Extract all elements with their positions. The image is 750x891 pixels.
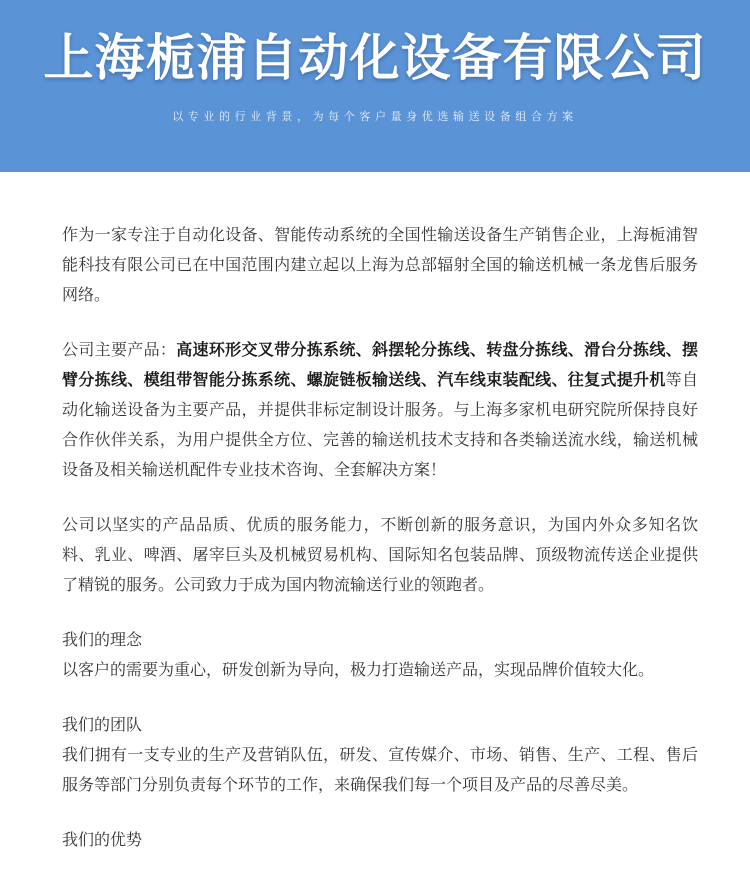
advantage-title: 我们的优势 [62,830,143,849]
header-banner [0,0,750,172]
products-suffix: 等自动化输送设备为主要产品，并提供非标定制设计服务。与上海多家机电研究院所保持良好合作伙伴关系，为用户提供全方位、完善的输送机技术支持和各类输送流水线，输送机械设备及相关输送机配件专业技术咨询、全套解决方案！ [62,370,698,479]
philosophy-title: 我们的理念 [62,630,143,649]
company-title: 上海栀浦自动化设备有限公司 [43,29,707,87]
products-paragraph [62,335,698,485]
team-title: 我们的团队 [62,715,143,734]
products-prefix: 公司主要产品： [62,340,177,359]
intro-paragraph: 作为一家专注于自动化设备、智能传动系统的全国性输送设备生产销售企业，上海栀浦智能科技有限公司已在中国范围内建立起以上海为总部辐射全国的输送机械一条龙售后服务网络。 [62,225,698,304]
article-content [62,220,698,855]
company-slogan: 以专业的行业背景，为每个客户量身优选输送设备组合方案 [172,110,578,123]
team-text: 我们拥有一支专业的生产及营销队伍，研发、宣传媒介、市场、销售、生产、工程、售后服务等部门分别负责每个环节的工作，来确保我们每一个项目及产品的尽善尽美。 [62,745,698,794]
philosophy-text: 以客户的需要为重心，研发创新为导向，极力打造输送产品，实现品牌价值较大化。 [62,660,655,679]
products-highlight: 高速环形交叉带分拣系统、斜摆轮分拣线、转盘分拣线、滑台分拣线、摆臂分拣线、模组带智能分拣系统、螺旋链板输送线、汽车线束装配线、往复式提升机 [62,340,698,389]
quality-paragraph: 公司以坚实的产品品质、优质的服务能力，不断创新的服务意识，为国内外众多知名饮料、乳业、啤酒、屠宰巨头及机械贸易机构、国际知名包装品牌、顶级物流传送企业提供了精锐的服务。公司致力于成为国内物流输送行业的领跑者。 [62,515,698,594]
